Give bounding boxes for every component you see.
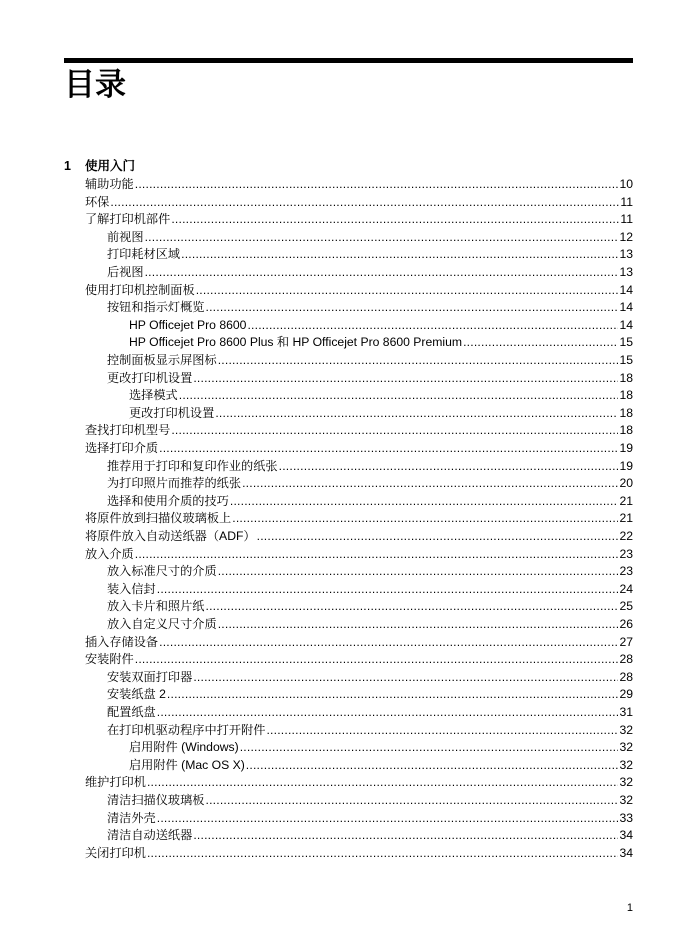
toc-entry[interactable] xyxy=(107,810,633,828)
toc-entry-page: 32 xyxy=(619,775,633,790)
toc-entry[interactable] xyxy=(85,282,633,300)
toc-entry[interactable] xyxy=(107,686,633,704)
toc-entry[interactable] xyxy=(129,739,633,757)
toc-entry-page: 28 xyxy=(619,652,633,667)
chapter-title: 使用入门 xyxy=(85,159,136,173)
toc-dot-leader xyxy=(279,458,619,476)
toc-entry-label: 后视图 xyxy=(107,265,144,279)
toc-entry[interactable] xyxy=(107,370,633,388)
toc-dot-leader xyxy=(246,757,619,775)
toc-entry[interactable] xyxy=(85,651,633,669)
chapter-number: 1 xyxy=(64,159,71,173)
toc-dot-leader xyxy=(159,634,618,652)
toc-entry-page: 14 xyxy=(619,300,633,315)
toc-entry-label: 更改打印机设置 xyxy=(107,370,193,385)
toc-dot-leader xyxy=(135,176,619,194)
toc-entry-page: 26 xyxy=(619,617,633,631)
toc-entry-page: 28 xyxy=(619,669,633,684)
toc-entry-label: 选择和使用介质的技巧 xyxy=(107,493,229,508)
toc-entry[interactable] xyxy=(85,176,633,194)
toc-entry-page: 33 xyxy=(619,810,633,825)
toc-entry-label: 放入自定义尺寸介质 xyxy=(107,617,217,631)
toc-dot-leader xyxy=(145,229,619,247)
toc-entry-page: 32 xyxy=(619,757,633,772)
toc-dot-leader xyxy=(167,686,619,704)
toc-entry-page: 34 xyxy=(619,845,633,860)
toc-entry-label: 配置纸盘 xyxy=(107,705,156,719)
toc-dot-leader xyxy=(230,493,619,511)
toc-entry[interactable] xyxy=(129,317,633,335)
toc-entry-label: 更改打印机设置 xyxy=(129,405,215,420)
toc-dot-leader xyxy=(171,422,618,440)
chapter-heading xyxy=(64,158,633,175)
toc-entry-page: 18 xyxy=(619,370,633,385)
toc-dot-leader xyxy=(266,722,618,740)
toc-entry-page: 19 xyxy=(619,441,633,455)
toc-dot-leader xyxy=(218,563,619,581)
toc-entry[interactable] xyxy=(107,458,633,476)
toc-entry-page: 14 xyxy=(619,317,633,332)
toc-entry-label: 控制面板显示屏图标 xyxy=(107,353,217,367)
toc-entry-label: 查找打印机型号 xyxy=(85,423,171,438)
toc-entry-label: 启用附件 (Windows) xyxy=(129,740,239,755)
toc-entry[interactable] xyxy=(107,616,633,634)
toc-entry-page: 22 xyxy=(619,529,633,543)
toc-dot-leader xyxy=(179,387,619,405)
toc-entry[interactable] xyxy=(107,792,633,810)
toc-entry-label: 关闭打印机 xyxy=(85,845,146,860)
toc-entry-label: 将原件放入自动送纸器（ADF） xyxy=(85,529,256,543)
toc-entry-label: 放入标准尺寸的介质 xyxy=(107,564,217,579)
toc-dot-leader xyxy=(196,282,619,300)
toc-entry-page: 18 xyxy=(619,388,633,403)
toc-entry-page: 27 xyxy=(619,634,633,649)
toc-entry-label: 辅助功能 xyxy=(85,177,134,191)
toc-entry-label: 安装双面打印器 xyxy=(107,669,193,684)
toc-entry-label: 选择打印介质 xyxy=(85,441,159,455)
toc-entry-page: 18 xyxy=(619,405,633,420)
toc-entry[interactable] xyxy=(107,475,633,493)
toc-entry-page: 32 xyxy=(619,740,633,755)
toc-entry-label: 选择模式 xyxy=(129,388,178,403)
toc-entry-page: 13 xyxy=(619,265,633,279)
toc-dot-leader xyxy=(171,211,619,229)
toc-entry[interactable] xyxy=(107,299,633,317)
toc-dot-leader xyxy=(240,739,619,757)
toc-entry[interactable] xyxy=(129,334,633,352)
toc-dot-leader xyxy=(206,299,619,317)
toc-entry[interactable] xyxy=(107,264,633,282)
toc-entry-page: 29 xyxy=(619,687,633,702)
toc-entry[interactable] xyxy=(85,510,633,528)
toc-entry-label: 在打印机驱动程序中打开附件 xyxy=(107,722,266,737)
toc-entry-label: HP Officejet Pro 8600 xyxy=(129,317,247,332)
toc-entry-label: 了解打印机部件 xyxy=(85,212,171,227)
toc-entry[interactable] xyxy=(85,634,633,652)
toc-entry-label: 清洁自动送纸器 xyxy=(107,828,193,843)
toc-entry-page: 15 xyxy=(619,335,633,350)
toc-entry[interactable] xyxy=(107,669,633,687)
toc-entry[interactable] xyxy=(85,528,633,546)
toc-entry-page: 12 xyxy=(619,229,633,244)
toc-entry-label: 放入介质 xyxy=(85,546,134,561)
toc-dot-leader xyxy=(193,370,618,388)
toc-dot-leader xyxy=(145,264,619,282)
toc-entry-page: 23 xyxy=(619,546,633,561)
toc-entry-page: 13 xyxy=(619,247,633,262)
toc-entry[interactable] xyxy=(129,757,633,775)
toc-dot-leader xyxy=(147,845,619,863)
toc-entry-page: 23 xyxy=(619,564,633,579)
toc-entry-label: 推荐用于打印和复印作业的纸张 xyxy=(107,458,278,473)
toc-entry-label: 清洁外壳 xyxy=(107,810,156,825)
toc-entry-page: 15 xyxy=(619,353,633,367)
toc-dot-leader xyxy=(135,546,619,564)
toc-dot-leader xyxy=(157,810,619,828)
toc-entry-page: 25 xyxy=(619,599,633,614)
toc-entry[interactable] xyxy=(129,405,633,423)
toc-entry-page: 11 xyxy=(620,194,633,209)
toc-entry-page: 34 xyxy=(619,828,633,843)
toc-entry[interactable] xyxy=(107,827,633,845)
toc-entry-label: 打印耗材区域 xyxy=(107,247,181,262)
toc-entry-page: 21 xyxy=(619,493,633,508)
toc-dot-leader xyxy=(218,352,619,370)
toc-dot-leader xyxy=(147,774,619,792)
toc-entry-page: 14 xyxy=(619,282,633,297)
toc-entry[interactable] xyxy=(85,211,633,229)
toc-entry[interactable] xyxy=(85,845,633,863)
toc-dot-leader xyxy=(181,246,618,264)
toc-entry-label: 安装纸盘 2 xyxy=(107,687,166,702)
toc-entry-label: 使用打印机控制面板 xyxy=(85,282,195,297)
toc-entry[interactable] xyxy=(107,704,633,722)
toc-entry-page: 32 xyxy=(619,722,633,737)
toc-entry-page: 10 xyxy=(619,177,633,191)
toc-entry[interactable] xyxy=(85,774,633,792)
toc-entry[interactable] xyxy=(107,563,633,581)
toc-entry-label: 清洁扫描仪玻璃板 xyxy=(107,793,205,807)
toc-entry-label: 启用附件 (Mac OS X) xyxy=(129,757,245,772)
toc-entry[interactable] xyxy=(85,440,633,458)
toc-entry-label: 装入信封 xyxy=(107,581,156,596)
toc-entry[interactable] xyxy=(107,493,633,511)
page-title: 目录 xyxy=(64,67,126,103)
toc-entry[interactable] xyxy=(107,722,633,740)
toc-dot-leader xyxy=(206,598,619,616)
toc-entry[interactable] xyxy=(107,581,633,599)
header-rule xyxy=(64,58,633,63)
toc-entry-page: 31 xyxy=(619,705,633,719)
toc-entry-page: 32 xyxy=(619,793,633,807)
toc-entry[interactable] xyxy=(85,194,633,212)
toc-dot-leader xyxy=(157,704,619,722)
toc-entry-label: 维护打印机 xyxy=(85,775,146,790)
toc-dot-leader xyxy=(159,440,618,458)
toc-entry-page: 18 xyxy=(619,423,633,438)
page-number: 1 xyxy=(626,902,633,914)
toc-entry-label: 安装附件 xyxy=(85,652,134,667)
toc-entry-label: 按钮和指示灯概览 xyxy=(107,300,205,315)
toc-entry[interactable] xyxy=(107,352,633,370)
toc-entry-page: 24 xyxy=(619,581,633,596)
toc-dot-leader xyxy=(242,475,618,493)
toc-dot-leader xyxy=(157,581,619,599)
toc-entry[interactable] xyxy=(107,246,633,264)
toc-entry-label: 环保 xyxy=(85,194,110,209)
toc-entry-page: 11 xyxy=(620,212,633,227)
toc-entry[interactable] xyxy=(85,546,633,564)
toc-entry-label: 前视图 xyxy=(107,229,144,244)
toc-dot-leader xyxy=(193,827,618,845)
toc-dot-leader xyxy=(135,651,619,669)
toc-dot-leader xyxy=(215,405,618,423)
toc-dot-leader xyxy=(247,317,618,335)
toc-entry[interactable] xyxy=(129,387,633,405)
toc-entry-label: 将原件放到扫描仪玻璃板上 xyxy=(85,511,232,526)
toc-dot-leader xyxy=(110,194,619,212)
toc-entry-label: 放入卡片和照片纸 xyxy=(107,599,205,614)
toc-entry[interactable] xyxy=(107,229,633,247)
toc-dot-leader xyxy=(193,669,618,687)
toc-entry-label: 插入存储设备 xyxy=(85,634,159,649)
toc-dot-leader xyxy=(232,510,618,528)
toc-entry-page: 20 xyxy=(619,476,633,491)
toc-entry[interactable] xyxy=(85,422,633,440)
toc-entry[interactable] xyxy=(107,598,633,616)
toc-entry-page: 19 xyxy=(619,458,633,473)
toc-dot-leader xyxy=(218,616,619,634)
toc-dot-leader xyxy=(463,334,618,352)
toc-entry-page: 21 xyxy=(619,511,633,526)
toc-entry-label: HP Officejet Pro 8600 Plus 和 HP Officejet Pro 8600 Premium xyxy=(129,335,463,350)
toc-dot-leader xyxy=(257,528,619,546)
toc-dot-leader xyxy=(206,792,619,810)
toc-entry-label: 为打印照片而推荐的纸张 xyxy=(107,476,242,491)
